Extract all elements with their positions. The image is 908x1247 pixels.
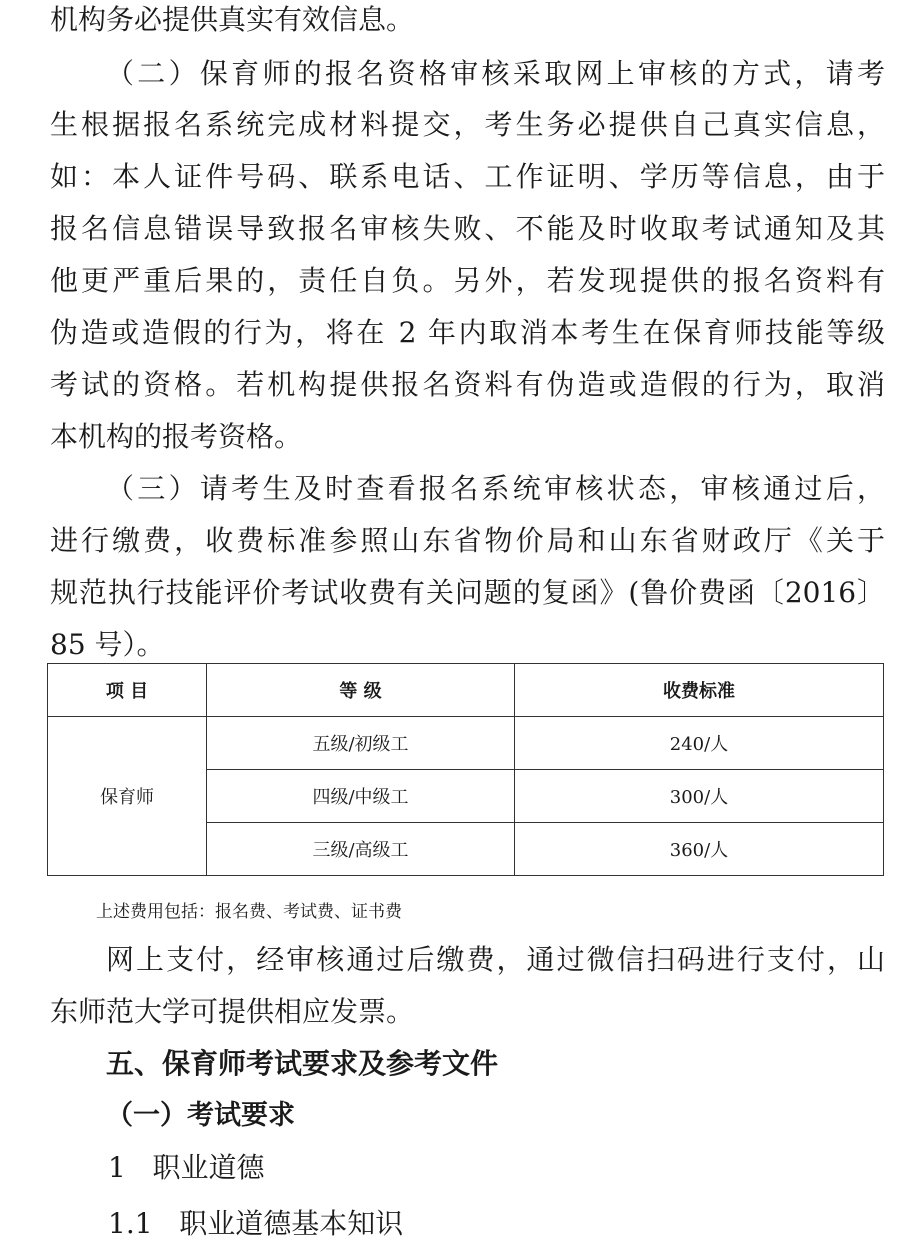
paragraph-line: 网上支付，经审核通过后缴费，通过微信扫码进行支付，山 bbox=[106, 943, 885, 976]
fee-table bbox=[47, 663, 884, 876]
paragraph-line: 如：本人证件号码、联系电话、工作证明、学历等信息，由于 bbox=[50, 160, 885, 193]
table-header-row bbox=[48, 664, 884, 717]
fee-cell: 240/人 bbox=[515, 717, 884, 770]
header-fee: 收费标准 bbox=[515, 664, 884, 717]
fee-cell: 300/人 bbox=[515, 770, 884, 823]
table-row bbox=[48, 717, 884, 770]
fee-note: 上述费用包括：报名费、考试费、证书费 bbox=[96, 902, 402, 922]
paragraph-line: 机构务必提供真实有效信息。 bbox=[50, 3, 415, 36]
subsection-heading: （一）考试要求 bbox=[106, 1100, 295, 1131]
paragraph-line: （二）保育师的报名资格审核采取网上审核的方式，请考 bbox=[106, 57, 885, 90]
header-level: 等 级 bbox=[207, 664, 515, 717]
level-cell: 五级/初级工 bbox=[207, 717, 515, 770]
paragraph-line: 报名信息错误导致报名审核失败、不能及时收取考试通知及其 bbox=[50, 212, 885, 245]
paragraph-line: 生根据报名系统完成材料提交，考生务必提供自己真实信息， bbox=[50, 108, 885, 141]
item-cell: 保育师 bbox=[48, 717, 207, 876]
paragraph-line: 进行缴费，收费标准参照山东省物价局和山东省财政厅《关于 bbox=[50, 524, 885, 557]
paragraph-line: 他更严重后果的，责任自负。另外，若发现提供的报名资料有 bbox=[50, 264, 885, 297]
level-cell: 三级/高级工 bbox=[207, 823, 515, 876]
paragraph-line: 本机构的报考资格。 bbox=[50, 420, 303, 453]
paragraph-line: 规范执行技能评价考试收费有关问题的复函》(鲁价费函〔2016〕 bbox=[50, 576, 885, 609]
level-cell: 四级/中级工 bbox=[207, 770, 515, 823]
paragraph-line: （三）请考生及时查看报名系统审核状态，审核通过后， bbox=[106, 472, 885, 505]
header-item: 项 目 bbox=[48, 664, 207, 717]
fee-cell: 360/人 bbox=[515, 823, 884, 876]
paragraph-line: 东师范大学可提供相应发票。 bbox=[50, 995, 415, 1028]
paragraph-line: 85 号）。 bbox=[50, 628, 165, 661]
list-item: 1 职业道德 bbox=[108, 1151, 265, 1184]
section-heading: 五、保育师考试要求及参考文件 bbox=[106, 1047, 499, 1080]
paragraph-line: 伪造或造假的行为，将在 2 年内取消本考生在保育师技能等级 bbox=[50, 316, 885, 349]
list-item: 1.1 职业道德基本知识 bbox=[108, 1207, 404, 1240]
paragraph-line: 考试的资格。若机构提供报名资料有伪造或造假的行为，取消 bbox=[50, 368, 885, 401]
